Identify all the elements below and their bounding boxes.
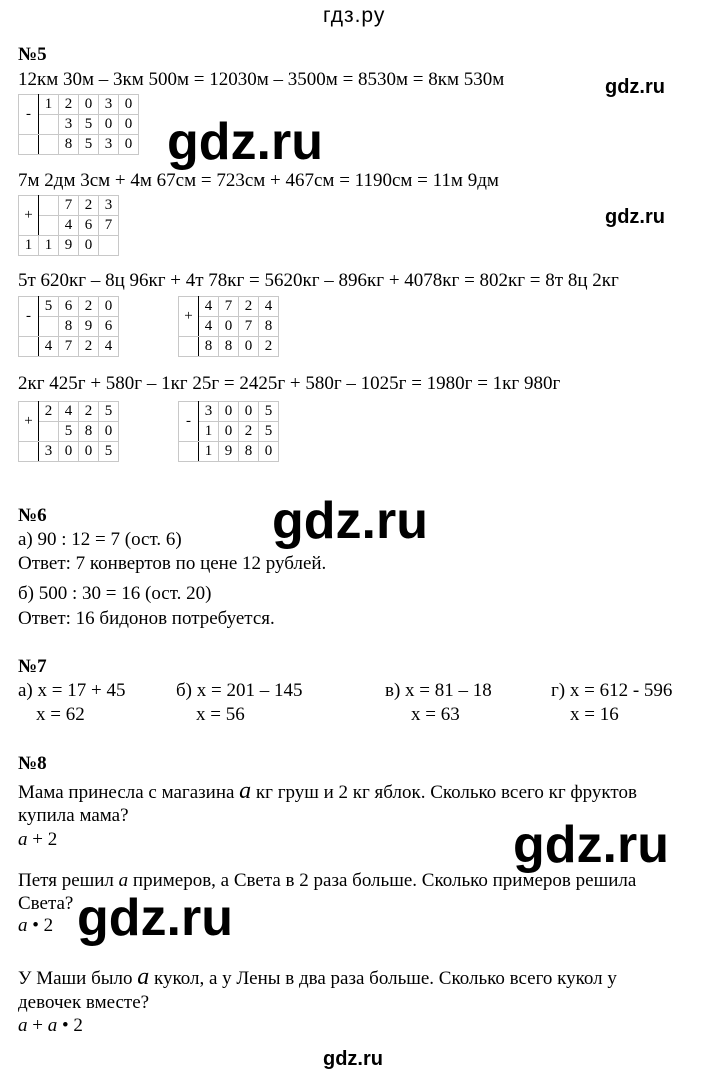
calc-digit-cell [19, 135, 39, 155]
text-fragment: кукол, а у Лены в два раза больше. Сколько всего кукол у [149, 968, 617, 989]
calc-digit-cell: 0 [119, 115, 139, 135]
calc-digit-cell: 6 [59, 297, 79, 317]
calc-digit-cell: 2 [59, 95, 79, 115]
text-fragment: а [118, 870, 129, 891]
calc-digit-cell [39, 216, 59, 236]
calc-digit-cell [39, 115, 59, 135]
calc-digit-cell: 2 [39, 402, 59, 422]
calc-digit-cell: 1 [199, 442, 219, 462]
text-fragment: а [18, 829, 28, 850]
task-7-item-b-line2: x = 56 [196, 704, 245, 725]
calc-digit-cell: 9 [79, 317, 99, 337]
calc-digit-cell: 7 [99, 216, 119, 236]
text-fragment: • 2 [27, 915, 54, 936]
task-7-title: №7 [18, 656, 47, 677]
calc-digit-cell: 2 [259, 337, 279, 357]
task-8-problem-3-line1 [18, 966, 617, 990]
calc-digit-cell: 5 [59, 422, 79, 442]
calc-operator: - [19, 297, 39, 337]
column-calc-3 [18, 296, 119, 357]
task-6-title: №6 [18, 505, 47, 526]
calc-digit-cell: 9 [219, 442, 239, 462]
calc-digit-cell: 4 [59, 402, 79, 422]
task-7-item-c-line1: в) x = 81 – 18 [385, 680, 492, 701]
calc-operator: + [179, 297, 199, 337]
calc-digit-cell: 0 [219, 402, 239, 422]
calc-digit-cell: 3 [99, 196, 119, 216]
calc-digit-cell: 4 [99, 337, 119, 357]
calc-digit-cell: 0 [119, 95, 139, 115]
calc-digit-cell [39, 135, 59, 155]
watermark: gdz.ru [605, 206, 665, 228]
task-7-item-b-line1: б) x = 201 – 145 [176, 680, 303, 701]
task-5-equation-1: 12км 30м – 3км 500м = 12030м – 3500м = 8530м = 8км 530м [18, 69, 505, 90]
watermark: gdz.ru [167, 113, 323, 171]
calc-digit-cell: 7 [59, 196, 79, 216]
calc-digit-cell: 3 [39, 442, 59, 462]
task-8-problem-2-line2: Света? [18, 893, 74, 914]
task-8-problem-1-line2: купила мама? [18, 805, 129, 826]
calc-digit-cell: 0 [79, 442, 99, 462]
task-6-a: а) 90 : 12 = 7 (ост. 6) [18, 529, 182, 550]
task-8-problem-1-line1 [18, 780, 637, 804]
text-fragment: а [239, 778, 252, 804]
task-5-equation-4: 2кг 425г + 580г – 1кг 25г = 2425г + 580г – 1025г = 1980г = 1кг 980г [18, 373, 561, 394]
calc-digit-cell: 2 [239, 422, 259, 442]
calc-operator: - [19, 95, 39, 135]
calc-operator: - [179, 402, 199, 442]
calc-digit-cell: 9 [59, 236, 79, 256]
calc-digit-cell: 3 [99, 135, 119, 155]
calc-digit-cell [39, 317, 59, 337]
calc-digit-cell: 0 [219, 422, 239, 442]
calc-digit-cell: 4 [259, 297, 279, 317]
task-8-problem-1-expression [18, 829, 57, 851]
calc-digit-cell: 1 [39, 236, 59, 256]
text-fragment: а [137, 964, 150, 990]
calc-digit-cell: 3 [59, 115, 79, 135]
calc-digit-cell: 3 [99, 95, 119, 115]
text-fragment: а [18, 1015, 28, 1036]
task-5-equation-3: 5т 620кг – 8ц 96кг + 4т 78кг = 5620кг – 896кг + 4078кг = 802кг = 8т 8ц 2кг [18, 270, 619, 291]
column-calc-6 [178, 401, 279, 462]
text-fragment: • 2 [57, 1015, 83, 1036]
task-7-item-d-line2: x = 16 [570, 704, 619, 725]
task-6-b: б) 500 : 30 = 16 (ост. 20) [18, 583, 212, 604]
calc-digit-cell: 4 [39, 337, 59, 357]
task-7-item-a-line2: x = 62 [36, 704, 85, 725]
calc-digit-cell: 8 [79, 422, 99, 442]
calc-digit-cell: 8 [239, 442, 259, 462]
calc-digit-cell: 5 [259, 422, 279, 442]
calc-digit-cell: 0 [99, 297, 119, 317]
calc-digit-cell: 4 [199, 317, 219, 337]
calc-digit-cell: 0 [99, 115, 119, 135]
task-7-item-c-line2: x = 63 [411, 704, 460, 725]
task-8-problem-3-line2: девочек вместе? [18, 992, 150, 1013]
calc-digit-cell: 0 [259, 442, 279, 462]
calc-digit-cell: 2 [79, 196, 99, 216]
calc-digit-cell [19, 337, 39, 357]
watermark: gdz.ru [513, 816, 669, 874]
calc-digit-cell [99, 236, 119, 256]
calc-digit-cell [39, 196, 59, 216]
site-header: гдз.ру [323, 4, 386, 27]
text-fragment: У Маши было [18, 968, 138, 989]
task-5-equation-2: 7м 2дм 3см + 4м 67см = 723см + 467см = 1190см = 11м 9дм [18, 170, 499, 191]
calc-digit-cell: 0 [219, 317, 239, 337]
calc-digit-cell: 5 [259, 402, 279, 422]
text-fragment: Петя решил [18, 870, 119, 891]
calc-digit-cell: 1 [19, 236, 39, 256]
calc-digit-cell: 2 [79, 337, 99, 357]
calc-digit-cell: 4 [199, 297, 219, 317]
calc-digit-cell: 7 [219, 297, 239, 317]
calc-digit-cell: 0 [239, 402, 259, 422]
calc-digit-cell: 8 [219, 337, 239, 357]
calc-digit-cell: 5 [79, 115, 99, 135]
calc-operator: + [19, 196, 39, 236]
text-fragment: кг груш и 2 кг яблок. Сколько всего кг фруктов [251, 782, 637, 803]
calc-digit-cell: 4 [59, 216, 79, 236]
calc-digit-cell: 5 [39, 297, 59, 317]
watermark: gdz.ru [272, 492, 428, 550]
calc-digit-cell: 8 [199, 337, 219, 357]
site-footer: gdz.ru [323, 1048, 383, 1070]
task-7-item-d-line1: г) x = 612 - 596 [551, 680, 673, 701]
calc-digit-cell: 8 [59, 135, 79, 155]
calc-digit-cell: 7 [239, 317, 259, 337]
calc-digit-cell: 3 [199, 402, 219, 422]
task-8-problem-2-expression [18, 915, 53, 937]
text-fragment: + [27, 1015, 48, 1036]
column-calc-5 [18, 401, 119, 462]
calc-operator: + [19, 402, 39, 442]
column-calc-1 [18, 94, 139, 155]
calc-digit-cell [19, 442, 39, 462]
calc-digit-cell: 2 [239, 297, 259, 317]
task-5-title: №5 [18, 44, 47, 65]
calc-digit-cell [39, 422, 59, 442]
calc-digit-cell: 7 [59, 337, 79, 357]
task-8-title: №8 [18, 753, 47, 774]
calc-digit-cell [179, 442, 199, 462]
column-calc-4 [178, 296, 279, 357]
calc-digit-cell: 8 [59, 317, 79, 337]
text-fragment: а [18, 915, 28, 936]
task-6-a-answer: Ответ: 7 конвертов по цене 12 рублей. [18, 553, 327, 574]
calc-digit-cell: 6 [99, 317, 119, 337]
calc-digit-cell: 0 [79, 236, 99, 256]
calc-digit-cell: 6 [79, 216, 99, 236]
calc-digit-cell: 0 [79, 95, 99, 115]
column-calc-2 [18, 195, 119, 256]
calc-digit-cell: 2 [79, 402, 99, 422]
text-fragment: а [47, 1015, 58, 1036]
watermark: gdz.ru [77, 889, 233, 947]
task-6-b-answer: Ответ: 16 бидонов потребуется. [18, 608, 275, 629]
calc-digit-cell [179, 337, 199, 357]
text-fragment: примеров, а Света в 2 раза больше. Сколько примеров решила [128, 870, 637, 891]
calc-digit-cell: 5 [99, 442, 119, 462]
task-8-problem-3-expression [18, 1015, 83, 1037]
calc-digit-cell: 1 [39, 95, 59, 115]
calc-digit-cell: 1 [199, 422, 219, 442]
watermark: gdz.ru [605, 76, 665, 98]
calc-digit-cell: 0 [239, 337, 259, 357]
calc-digit-cell: 0 [59, 442, 79, 462]
text-fragment: Мама принесла с магазина [18, 782, 240, 803]
calc-digit-cell: 0 [119, 135, 139, 155]
calc-digit-cell: 0 [99, 422, 119, 442]
calc-digit-cell: 5 [99, 402, 119, 422]
calc-digit-cell: 2 [79, 297, 99, 317]
calc-digit-cell: 8 [259, 317, 279, 337]
text-fragment: + 2 [27, 829, 58, 850]
task-7-item-a-line1: а) x = 17 + 45 [18, 680, 126, 701]
calc-digit-cell: 5 [79, 135, 99, 155]
